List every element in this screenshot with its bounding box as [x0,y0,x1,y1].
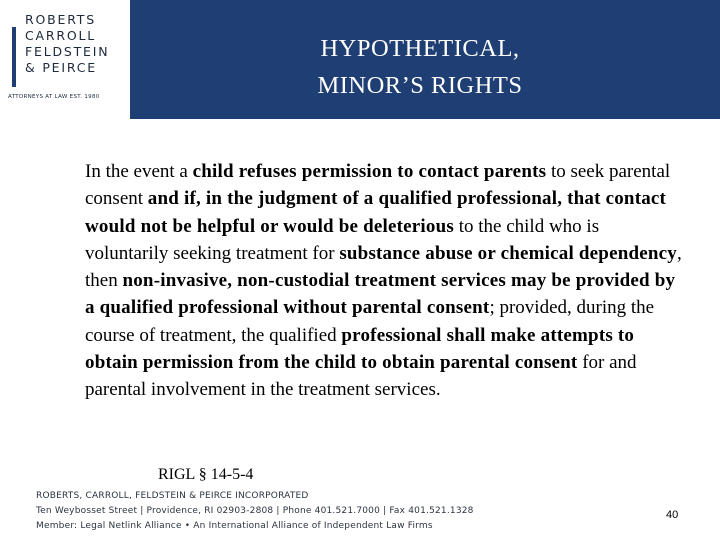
title-line-2: MINOR’S RIGHTS [317,72,523,99]
body-bold-segment: child refuses permission to contact parents [192,161,547,182]
slide-title [250,30,590,104]
firm-logo [0,0,130,119]
statute-paragraph [85,158,685,404]
body-bold-segment: non-invasive, non-custodial treatment services may be provided by a qualified professional without parental consent [85,270,676,319]
body-text-segment: In the event a [85,161,193,182]
body-text-segment: to the child who is voluntarily seeking treatment for [85,215,600,264]
body-bold-segment: professional shall make attempts to obtain permission from the child to obtain parental consent [85,324,635,374]
title-line-1: HYPOTHETICAL, [320,35,520,62]
logo-tagline: ATTORNEYS AT LAW EST. 1980 [8,94,100,100]
logo-accent-bar [12,27,16,87]
logo-line-1: ROBERTS [25,12,96,27]
body-text-segment: , then [85,242,682,292]
footer-firm-name: ROBERTS, CARROLL, FELDSTEIN & PEIRCE INCORPORATED [36,491,309,501]
logo-wordmark [25,12,109,76]
logo-line-3: FELDSTEIN [25,44,110,59]
logo-line-4: & PEIRCE [25,60,97,75]
body-text-segment: ; provided, during the course of treatment, the qualified [85,297,655,346]
logo-line-2: CARROLL [25,28,97,43]
body-bold-segment: and if, in the judgment of a qualified professional, that contact would not be helpful or would be deleterious [85,188,667,237]
footer-address: Ten Weybosset Street | Providence, RI 02903-2808 | Phone 401.521.7000 | Fax 401.521.1328 [36,506,474,516]
page-number: 40 [666,509,679,521]
body-text-segment: for and parental involvement in the treatment services. [85,352,637,401]
body-bold-segment: substance abuse or chemical dependency [339,242,677,264]
firm-footer [36,489,474,534]
footer-membership: Member: Legal Netlink Alliance • An International Alliance of Independent Law Firms [36,521,433,531]
body-text-segment: to seek parental consent [85,161,671,210]
statute-citation: RIGL § 14-5-4 [158,466,254,483]
